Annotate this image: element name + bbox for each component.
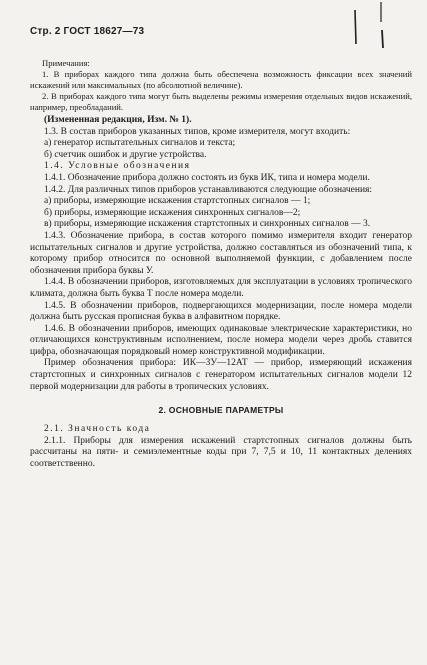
- notes-block: [30, 58, 412, 113]
- section-2-body: [30, 424, 412, 470]
- note-item-2: 2. В приборах каждого типа могут быть выделены режимы измерения отдельных видов искажений, например, преобладаний.: [30, 91, 412, 112]
- paragraph-1-4-1: 1.4.1. Обозначение прибора должно состоять из букв ИК, типа и номера модели.: [44, 172, 370, 183]
- paragraph-1-4-5: 1.4.5. В обозначении приборов, подвергающихся модернизации, после номера модели должна быть русская прописная буква в алфавитном порядке.: [30, 300, 412, 323]
- page-content: [30, 58, 412, 471]
- paragraph-1-4-2: 1.4.2. Для различных типов приборов устанавливаются следующие обозначения:: [44, 184, 373, 195]
- paragraph-1-4-6: 1.4.6. В обозначении приборов, имеющих одинаковые электрические характеристики, но отличающихся конструктивным исполнением, после номера модели через дробь ставится цифра, обозначающая порядковый номер конструктивной модификации.: [30, 323, 412, 357]
- paragraph-2-1-1: 2.1.1. Приборы для измерения искажений стартстопных сигналов должны быть рассчитаны на пяти- и семиэлементные коды при 7, 7,5 и 10, 11 контактных делениях соответственно.: [30, 435, 412, 470]
- example-paragraph: Пример обозначения прибора: ИК—3У—12АТ — прибор, измеряющий искажения стартстопных и синхронных сигналов с генератором испытательных сигналов модели 12 первой модернизации для работы в тропических условиях.: [30, 358, 412, 392]
- notes-title: Примечания:: [42, 58, 90, 68]
- section-heading-1-4: 1.4. Условные обозначения: [44, 161, 191, 172]
- paragraph-1-3: 1.3. В состав приборов указанных типов, кроме измерителя, могут входить:: [44, 126, 351, 137]
- scan-mark-line: [355, 10, 356, 44]
- list-item-1-4-2-v: в) приборы, измеряющие искажения стартстопных и синхронных сигналов — 3.: [44, 219, 371, 230]
- list-item-1-3-a: а) генератор испытательных сигналов и текста;: [44, 138, 236, 149]
- list-item-1-3-b: б) счетчик ошибок и другие устройства.: [44, 149, 207, 160]
- note-item-1: 1. В приборах каждого типа должна быть обеспечена возможность фиксации всех значений искажений или максимальных (по абсолютной величине).: [30, 69, 412, 90]
- scan-mark-line: [382, 30, 383, 48]
- paragraph-1-4-4: 1.4.4. В обозначении приборов, изготовляемых для эксплуатации в условиях тропического климата, должна быть буква Т после номера модели.: [30, 277, 412, 299]
- paragraph-1-4-3: 1.4.3. Обозначение прибора, в состав которого помимо измерителя входит генератор испытательных сигналов и другие устройства, должно составляться из обозначений типа, к которому прибор относится по основной выполняемой функции, с добавлением после обозначения прибора буквы У.: [30, 230, 412, 276]
- edition-note: (Измененная редакция, Изм. № 1).: [44, 115, 192, 125]
- section-2-title: 2. ОСНОВНЫЕ ПАРАМЕТРЫ: [158, 405, 284, 416]
- page-header: Стр. 2 ГОСТ 18627—73: [30, 26, 145, 37]
- list-item-1-4-2-b: б) приборы, измеряющие искажения синхронных сигналов—2;: [44, 207, 301, 218]
- list-item-1-4-2-a: а) приборы, измеряющие искажения стартстопных сигналов — 1;: [44, 196, 311, 207]
- body-text: [30, 115, 412, 393]
- paragraph-2-1: 2.1. Значность кода: [44, 424, 151, 435]
